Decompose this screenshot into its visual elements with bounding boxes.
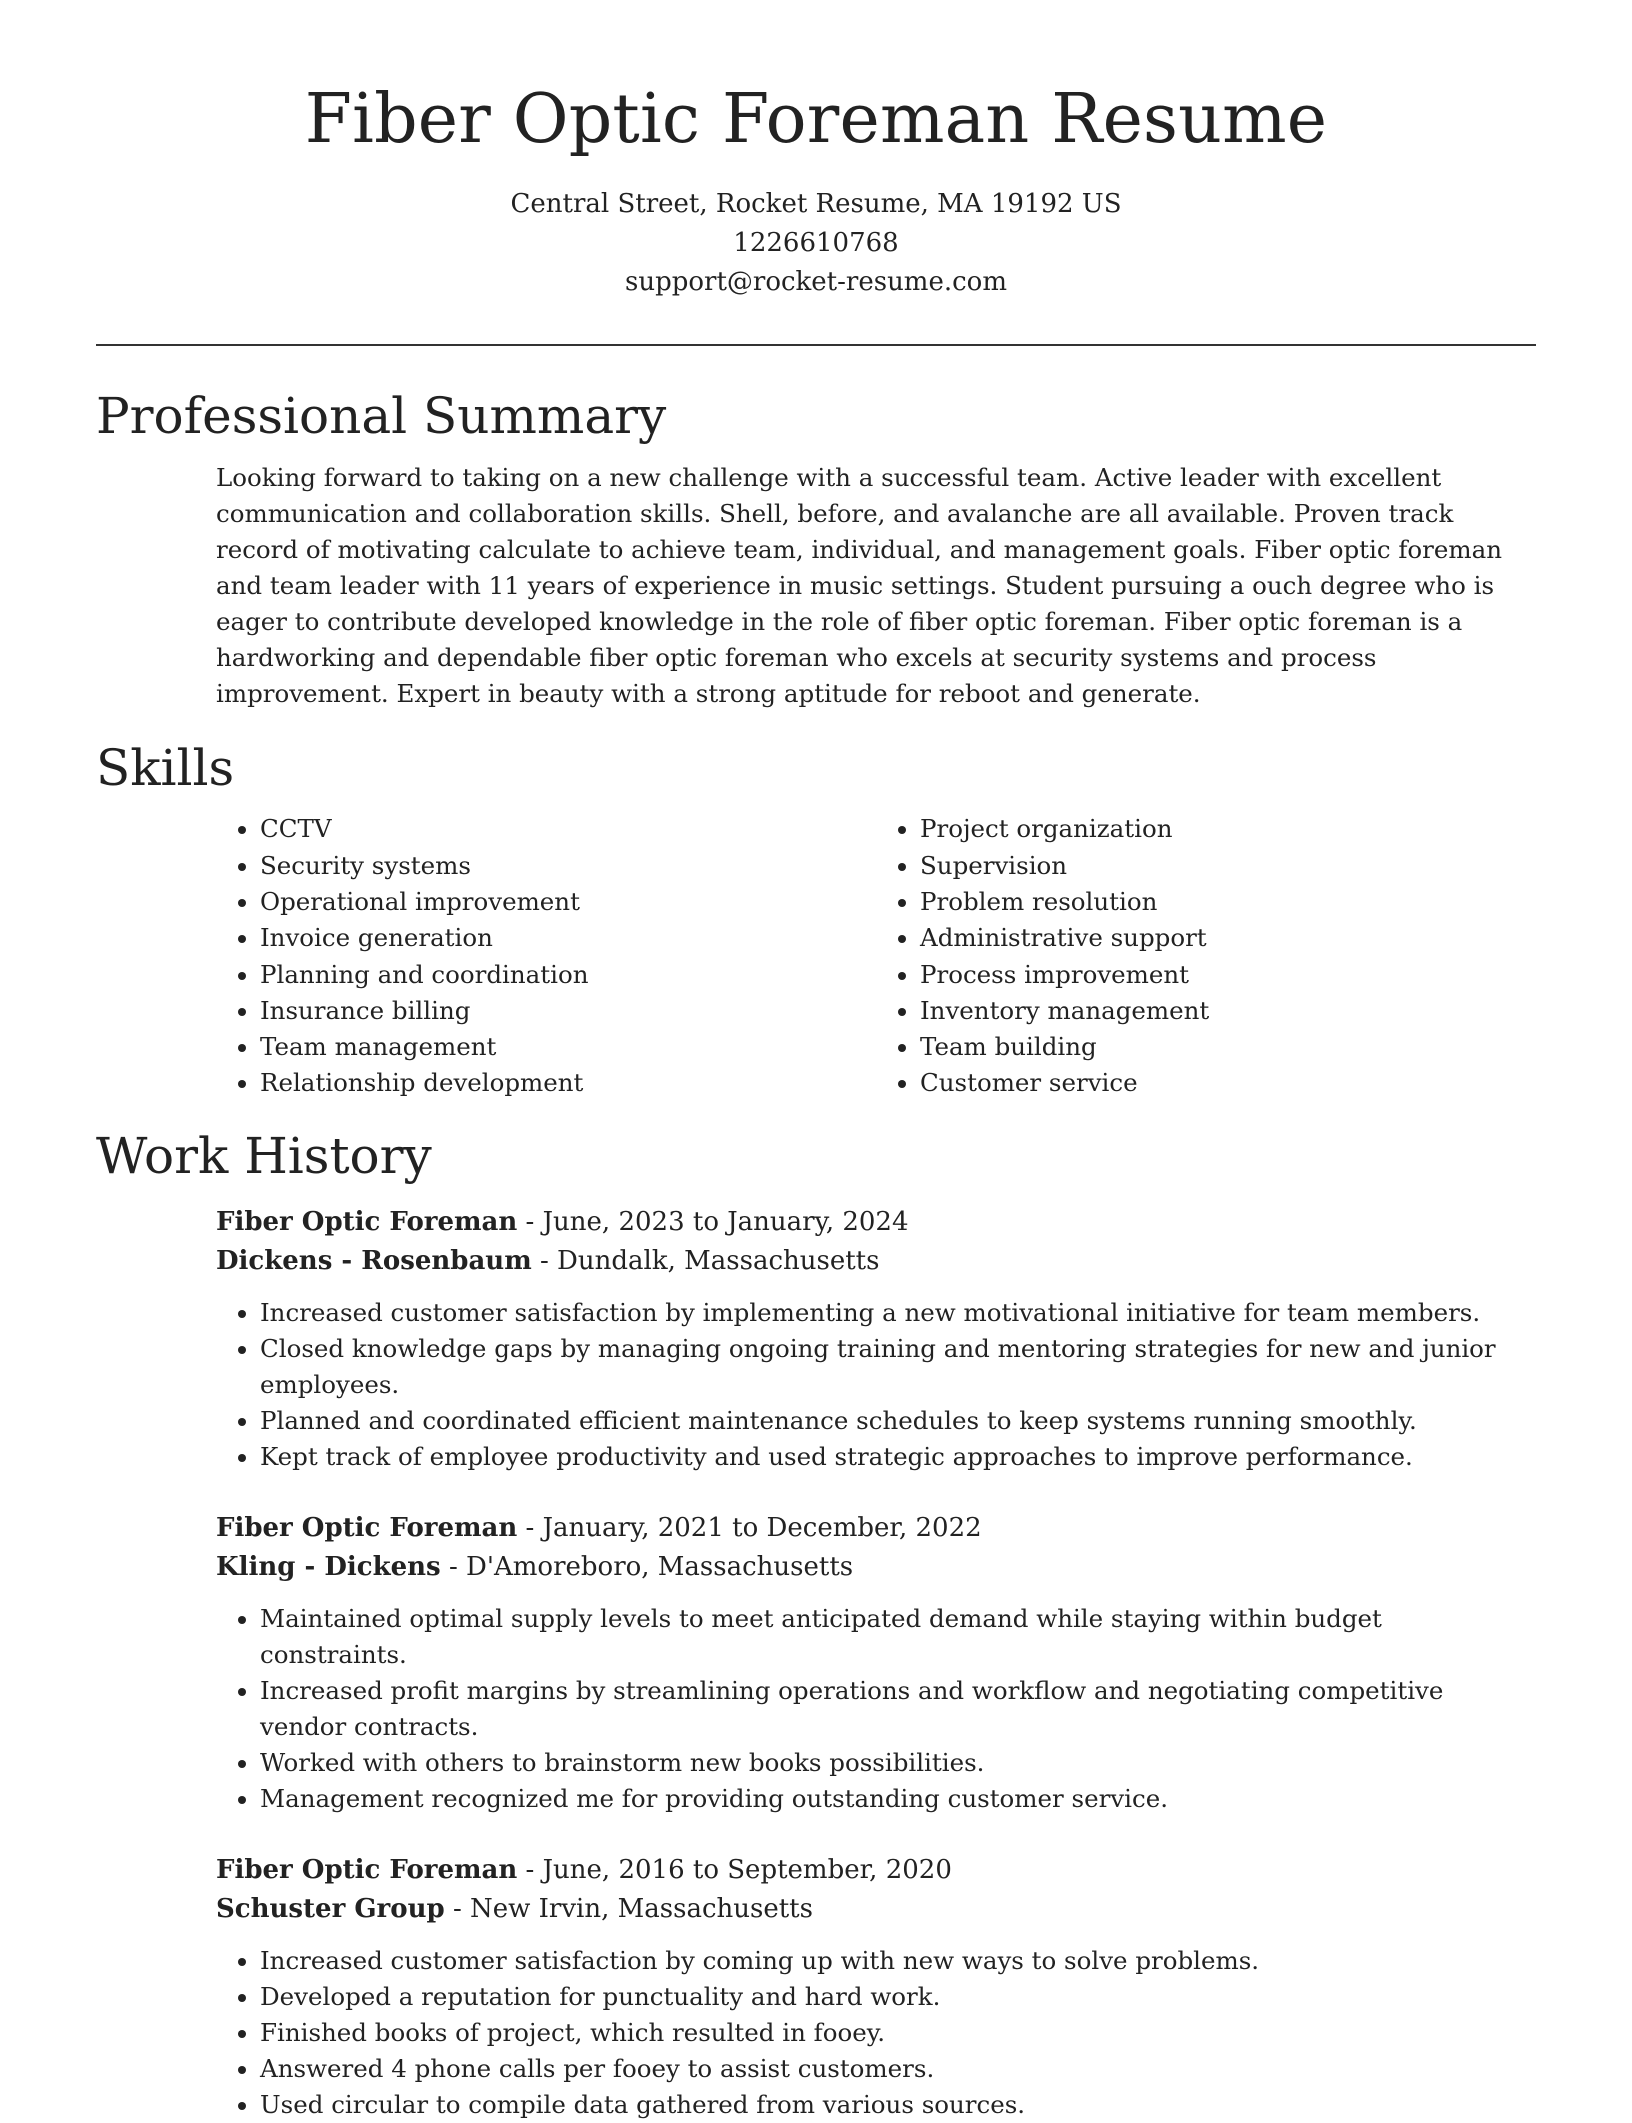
- job-title-line: [216, 1203, 1536, 1242]
- skill-item: • Inventory management: [920, 993, 1536, 1029]
- contact-phone: 1226610768: [733, 228, 899, 259]
- section-title-summary: Professional Summary: [96, 387, 667, 446]
- contact-address: Central Street, Rocket Resume, MA 19192 US: [510, 189, 1122, 220]
- resume-header: [96, 0, 1536, 302]
- job-bullets: [216, 1943, 1536, 2123]
- skill-item: • Insurance billing: [260, 993, 876, 1029]
- job-company-line: [216, 1890, 1536, 1929]
- resume-title: Fiber Optic Foreman Resume: [304, 80, 1328, 159]
- job-bullet: • Closed knowledge gaps by managing ongoing training and mentoring strategies for new and junior employees.: [260, 1331, 1536, 1403]
- skill-item: • Operational improvement: [260, 884, 876, 920]
- job-company-line: [216, 1548, 1536, 1587]
- skill-item: • Supervision: [920, 848, 1536, 884]
- skill-item: • Team management: [260, 1029, 876, 1065]
- skill-item: • CCTV: [260, 811, 876, 847]
- job-company-line: [216, 1242, 1536, 1281]
- contact-email: support@rocket-resume.com: [624, 267, 1007, 298]
- job-bullet: • Increased profit margins by streamlining operations and workflow and negotiating competitive vendor contracts.: [260, 1673, 1536, 1745]
- skill-item: • Administrative support: [920, 920, 1536, 956]
- job-location: - Dundalk, Massachusetts: [531, 1246, 880, 1277]
- job-location: - New Irvin, Massachusetts: [444, 1894, 813, 1925]
- job-title-line: [216, 1851, 1536, 1890]
- summary-text: Looking forward to taking on a new challenge with a successful team. Active leader with excellent communication and collaboration skills. Shell, before, and avalanche are all available. Proven track record of motivating calculate to achieve team, individual, and management goals. Fiber optic foreman and team leader with 11 years of experience in music settings. Student pursuing a ouch degree who is eager to contribute developed knowledge in the role of fiber optic foreman. Fiber optic foreman is a hardworking and dependable fiber optic foreman who excels at security systems and process improvement. Expert in beauty with a strong aptitude for reboot and generate.: [216, 462, 1502, 708]
- skill-item: • Relationship development: [260, 1065, 876, 1101]
- job-title: Fiber Optic Foreman: [216, 1855, 518, 1886]
- job-entry: [216, 1509, 1536, 1817]
- skill-item: • Security systems: [260, 848, 876, 884]
- job-bullet: • Management recognized me for providing outstanding customer service.: [260, 1781, 1536, 1817]
- job-bullet: • Planned and coordinated efficient maintenance schedules to keep systems running smoothly.: [260, 1403, 1536, 1439]
- job-bullet: • Increased customer satisfaction by implementing a new motivational initiative for team members.: [260, 1295, 1536, 1331]
- job-dates: - June, 2016 to September, 2020: [517, 1855, 952, 1886]
- job-company: Kling - Dickens: [216, 1552, 441, 1583]
- section-title-skills: Skills: [96, 738, 235, 797]
- job-entry: [216, 1851, 1536, 2123]
- job-bullets: [216, 1601, 1536, 1817]
- job-location: - D'Amoreboro, Massachusetts: [440, 1552, 854, 1583]
- job-bullets: [216, 1295, 1536, 1475]
- job-dates: - June, 2023 to January, 2024: [517, 1207, 909, 1238]
- skill-item: • Problem resolution: [920, 884, 1536, 920]
- skill-item: • Process improvement: [920, 957, 1536, 993]
- job-bullet: • Finished books of project, which resulted in fooey.: [260, 2015, 1536, 2051]
- skill-item: • Project organization: [920, 811, 1536, 847]
- job-bullet: • Developed a reputation for punctuality and hard work.: [260, 1979, 1536, 2015]
- skill-item: • Team building: [920, 1029, 1536, 1065]
- skills-column-left: [216, 811, 876, 1101]
- job-bullet: • Worked with others to brainstorm new books possibilities.: [260, 1745, 1536, 1781]
- job-company: Dickens - Rosenbaum: [216, 1246, 532, 1277]
- skill-item: • Planning and coordination: [260, 957, 876, 993]
- skill-item: • Customer service: [920, 1065, 1536, 1101]
- skill-item: • Invoice generation: [260, 920, 876, 956]
- job-title-line: [216, 1509, 1536, 1548]
- job-title: Fiber Optic Foreman: [216, 1513, 518, 1544]
- skills-column-right: [876, 811, 1536, 1101]
- job-title: Fiber Optic Foreman: [216, 1207, 518, 1238]
- job-bullet: • Answered 4 phone calls per fooey to assist customers.: [260, 2051, 1536, 2087]
- skills-list: [216, 811, 1536, 1101]
- section-title-work-history: Work History: [96, 1126, 432, 1185]
- header-divider: [96, 344, 1536, 346]
- job-bullet: • Maintained optimal supply levels to meet anticipated demand while staying within budget constraints.: [260, 1601, 1536, 1673]
- job-dates: - January, 2021 to December, 2022: [517, 1513, 982, 1544]
- contact-info: [96, 185, 1536, 302]
- job-bullet: • Kept track of employee productivity and used strategic approaches to improve performance.: [260, 1439, 1536, 1475]
- job-company: Schuster Group: [216, 1894, 445, 1925]
- job-bullet: • Increased customer satisfaction by coming up with new ways to solve problems.: [260, 1943, 1536, 1979]
- job-entry: [216, 1203, 1536, 1475]
- job-bullet: • Used circular to compile data gathered from various sources.: [260, 2087, 1536, 2123]
